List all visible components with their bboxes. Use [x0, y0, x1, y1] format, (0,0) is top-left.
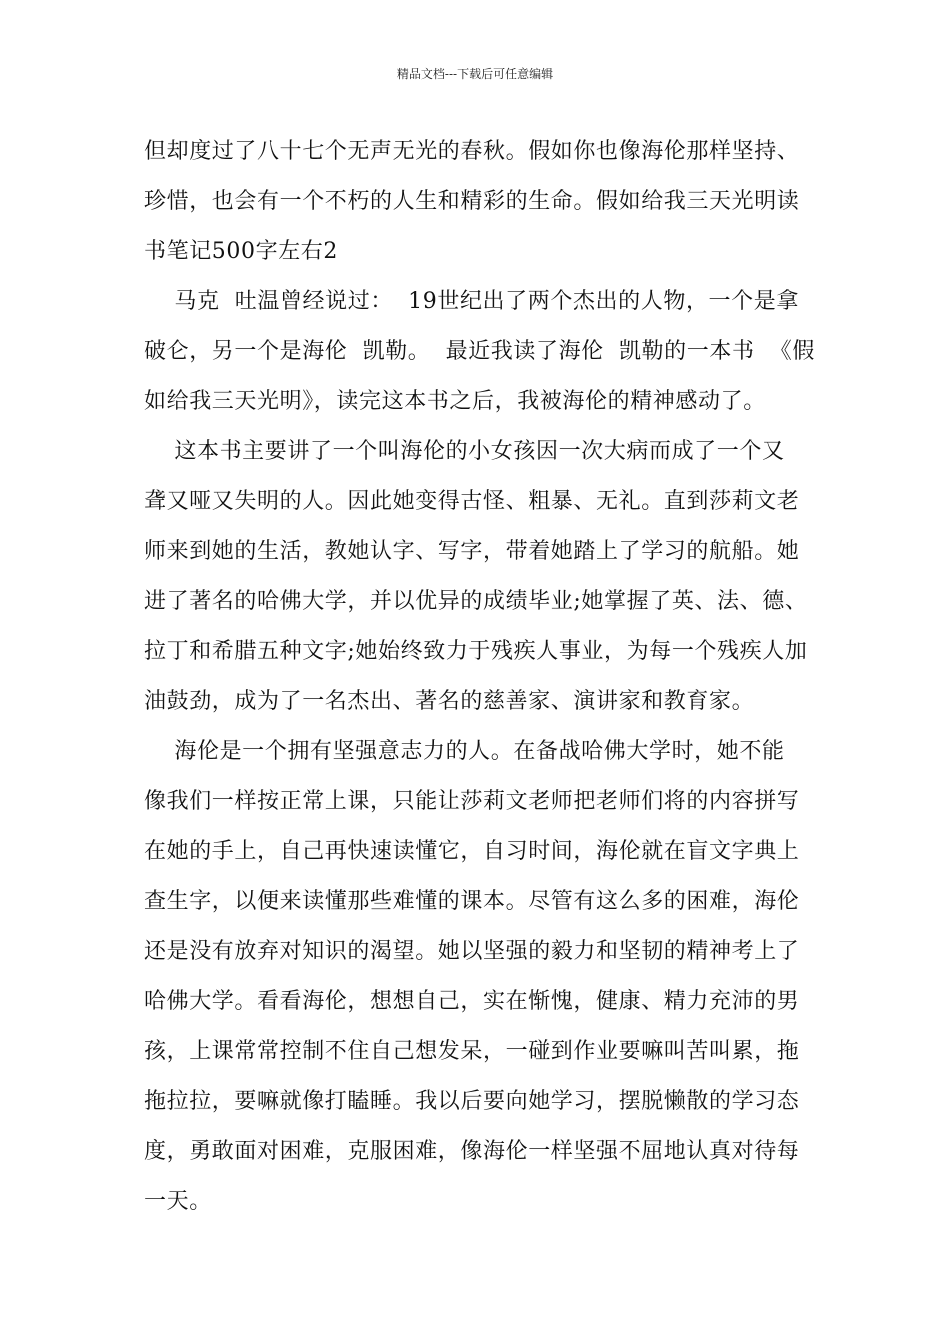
text-line: 一天。: [144, 1189, 212, 1214]
text-line: 书笔记500字左右2: [144, 239, 338, 264]
text-line: 进了著名的哈佛大学，并以优异的成绩毕业;她掌握了英、法、德、: [144, 589, 808, 614]
text-line: 聋又哑又失明的人。因此她变得古怪、粗暴、无礼。直到莎莉文老: [144, 489, 800, 514]
text-line: 如给我三天光明》，读完这本书之后，我被海伦的精神感动了。: [144, 389, 766, 414]
text-line: 查生字，以便来读懂那些难懂的课本。尽管有这么多的困难，海伦: [144, 889, 800, 914]
text-line: 拖拉拉，要嘛就像打瞌睡。我以后要向她学习，摆脱懒散的学习态: [144, 1089, 800, 1114]
page-header: 精品文档---下载后可任意编辑: [396, 67, 554, 81]
document-body: [144, 127, 816, 1227]
text-line: 马克 吐温曾经说过： 19世纪出了两个杰出的人物，一个是拿: [144, 289, 799, 314]
text-line: 拉丁和希腊五种文字;她始终致力于残疾人事业，为每一个残疾人加: [144, 639, 808, 664]
text-line: 孩，上课常常控制不住自己想发呆，一碰到作业要嘛叫苦叫累，拖: [144, 1039, 800, 1064]
text-line: 师来到她的生活，教她认字、写字，带着她踏上了学习的航船。她: [144, 539, 800, 564]
text-line: 像我们一样按正常上课，只能让莎莉文老师把老师们将的内容拼写: [144, 789, 800, 814]
text-line: 还是没有放弃对知识的渴望。她以坚强的毅力和坚韧的精神考上了: [144, 939, 800, 964]
text-line: 油鼓劲，成为了一名杰出、著名的慈善家、演讲家和教育家。: [144, 689, 755, 714]
text-line: 但却度过了八十七个无声无光的春秋。假如你也像海伦那样坚持、: [144, 139, 800, 164]
text-line: 这本书主要讲了一个叫海伦的小女孩因一次大病而成了一个又: [144, 439, 785, 464]
text-line: 哈佛大学。看看海伦，想想自己，实在惭愧，健康、精力充沛的男: [144, 989, 800, 1014]
text-line: 珍惜，也会有一个不朽的人生和精彩的生命。假如给我三天光明读: [144, 189, 800, 214]
text-line: 在她的手上，自己再快速读懂它，自习时间，海伦就在盲文字典上: [144, 839, 800, 864]
text-line: 破仑，另一个是海伦 凯勒。 最近我读了海伦 凯勒的一本书 《假: [144, 339, 815, 364]
text-line: 度，勇敢面对困难，克服困难，像海伦一样坚强不屈地认真对待每: [144, 1139, 800, 1164]
text-line: 海伦是一个拥有坚强意志力的人。在备战哈佛大学时，她不能: [144, 739, 785, 764]
